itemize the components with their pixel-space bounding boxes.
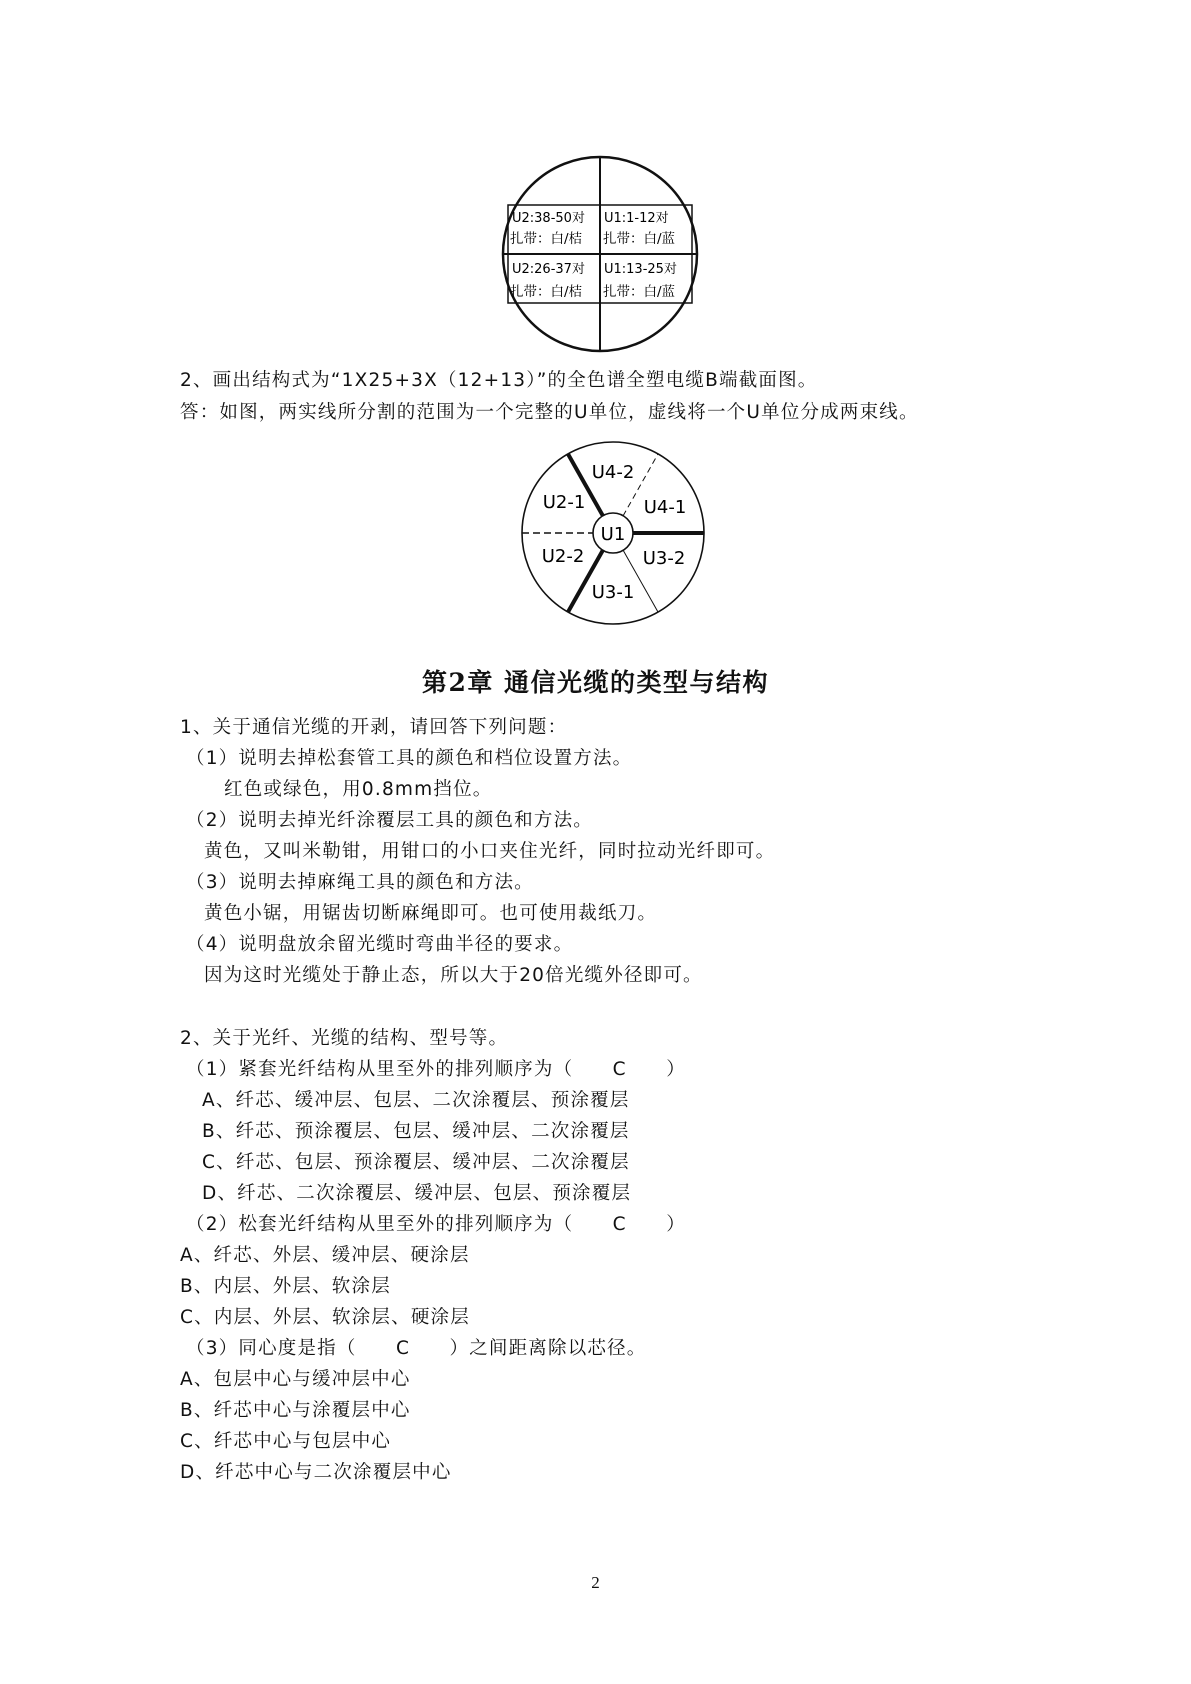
cable-cross-section-figure-1 bbox=[500, 155, 700, 355]
label-u4-1: U4-1 bbox=[643, 497, 687, 518]
text-line: C、纤芯、包层、预涂覆层、缓冲层、二次涂覆层 bbox=[202, 1152, 630, 1173]
text-line: （4）说明盘放余留光缆时弯曲半径的要求。 bbox=[186, 934, 574, 955]
text-line: A、纤芯、外层、缓冲层、硬涂层 bbox=[180, 1245, 470, 1266]
text-line: （3）同心度是指（ C ）之间距离除以芯径。 bbox=[186, 1338, 647, 1359]
text-line: 因为这时光缆处于静止态，所以大于20倍光缆外径即可。 bbox=[204, 965, 703, 986]
text-line: A、纤芯、缓冲层、包层、二次涂覆层、预涂覆层 bbox=[202, 1090, 630, 1111]
text-line: C、纤芯中心与包层中心 bbox=[180, 1431, 392, 1452]
label-u4-2: U4-2 bbox=[591, 462, 635, 483]
text-line: D、纤芯中心与二次涂覆层中心 bbox=[180, 1462, 452, 1483]
text-line: 1、关于通信光缆的开剥，请回答下列问题： bbox=[180, 717, 568, 738]
text-line: C、内层、外层、软涂层、硬涂层 bbox=[180, 1307, 470, 1328]
text-line: 黄色，又叫米勒钳，用钳口的小口夹住光纤，同时拉动光纤即可。 bbox=[204, 841, 776, 862]
chapter-title: 第2章 通信光缆的类型与结构 bbox=[421, 668, 770, 697]
text-line: （2）松套光纤结构从里至外的排列顺序为（ C ） bbox=[186, 1214, 686, 1235]
label-u2-1: U2-1 bbox=[542, 492, 586, 513]
page-number: 2 bbox=[591, 1573, 600, 1592]
text-line: 黄色小锯，用锯齿切断麻绳即可。也可使用裁纸刀。 bbox=[204, 903, 658, 924]
u2-top-label: U2:38-50对 bbox=[512, 211, 585, 226]
text-line: （2）说明去掉光纤涂覆层工具的颜色和方法。 bbox=[186, 810, 593, 831]
text-line: 红色或绿色，用0.8mm挡位。 bbox=[224, 779, 493, 800]
center-label-u1: U1 bbox=[600, 524, 626, 545]
text-line: A、包层中心与缓冲层中心 bbox=[180, 1369, 411, 1390]
text-line: B、内层、外层、软涂层 bbox=[180, 1276, 391, 1297]
text-line: D、纤芯、二次涂覆层、缓冲层、包层、预涂覆层 bbox=[202, 1183, 632, 1204]
text-line: （3）说明去掉麻绳工具的颜色和方法。 bbox=[186, 872, 534, 893]
label-u2-2: U2-2 bbox=[541, 546, 585, 567]
text-line: B、纤芯、预涂覆层、包层、缓冲层、二次涂覆层 bbox=[202, 1121, 630, 1142]
question-2: 2、画出结构式为“1X25+3X（12+13）”的全色谱全塑电缆B端截面图。 bbox=[180, 370, 818, 391]
u1-bottom-band: 扎带：白/蓝 bbox=[603, 284, 676, 300]
text-line: （1）说明去掉松套管工具的颜色和档位设置方法。 bbox=[186, 748, 633, 769]
text-line: B、纤芯中心与涂覆层中心 bbox=[180, 1400, 411, 1421]
label-u3-1: U3-1 bbox=[591, 582, 635, 603]
text-line: （1）紧套光纤结构从里至外的排列顺序为（ C ） bbox=[186, 1059, 686, 1080]
u2-top-band: 扎带：白/桔 bbox=[510, 231, 583, 247]
u1-bottom-label: U1:13-25对 bbox=[604, 262, 677, 277]
u2-bottom-label: U2:26-37对 bbox=[512, 262, 585, 277]
cable-cross-section-figure-2 bbox=[518, 438, 708, 628]
text-line: 2、关于光纤、光缆的结构、型号等。 bbox=[180, 1028, 509, 1049]
question-2-answer: 答：如图，两实线所分割的范围为一个完整的U单位，虚线将一个U单位分成两束线。 bbox=[180, 402, 919, 423]
label-u3-2: U3-2 bbox=[642, 548, 686, 569]
u1-top-label: U1:1-12对 bbox=[604, 211, 669, 226]
u2-bottom-band: 扎带：白/桔 bbox=[510, 284, 583, 300]
u1-top-band: 扎带：白/蓝 bbox=[603, 231, 676, 247]
